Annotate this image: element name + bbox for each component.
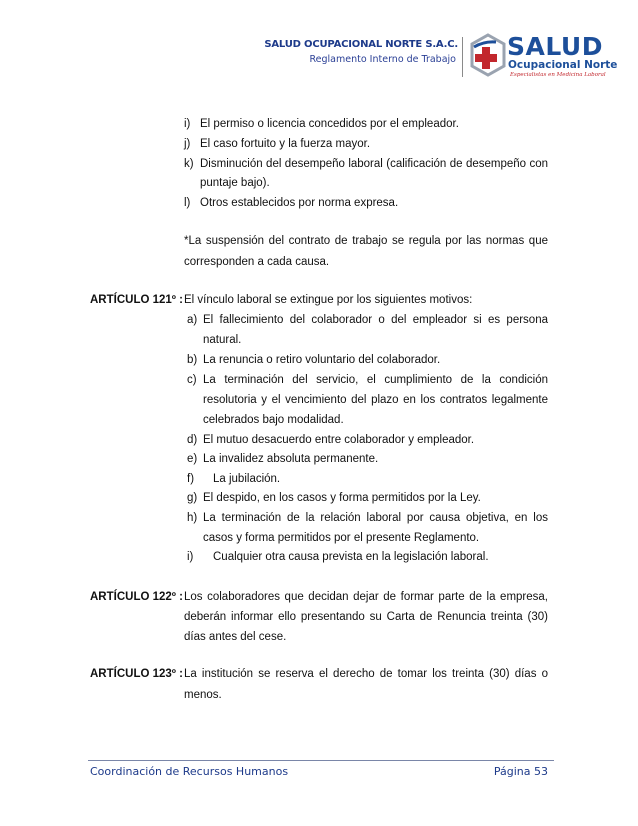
list-item-marker: g) [187,492,198,504]
list-item-text: puntaje bajo). [200,177,270,189]
article-121-label: ARTÍCULO 121º : [90,294,184,306]
list-item-marker: d) [187,434,198,446]
list-item-marker: b) [187,354,198,366]
list-item-marker: j) [184,138,191,150]
list-item-marker: i) [184,118,191,130]
list-item-text: casos y forma permitidos por el presente Reglamento. [203,532,480,544]
list-item-marker: f) [187,473,195,485]
header-document-title: Reglamento Interno de Trabajo [309,54,456,65]
article-123-label: ARTÍCULO 123º : [90,668,184,680]
list-item-text: Disminución del desempeño laboral (calificación de desempeño con [200,158,548,170]
list-item-text: El despido, en los casos y forma permitidos por la Ley. [203,492,481,504]
list-item-marker: h) [187,512,198,524]
list-item-text: natural. [203,334,242,346]
article-122-text: Los colaboradores que decidan dejar de formar parte de la empresa, [184,591,548,603]
article-122-text: días antes del cese. [184,631,287,643]
list-item-text: La terminación de la relación laboral por causa objetiva, en los [203,512,548,524]
article-123-text: menos. [184,689,222,701]
suspension-note: *La suspensión del contrato de trabajo se regula por las normas que [184,235,548,247]
list-item-marker: k) [184,158,194,170]
logo-subname: Ocupacional Norte [508,59,618,71]
list-item-text: resolutoria y el vencimiento del plazo en los contratos legalmente [203,394,548,406]
suspension-note: corresponden a cada causa. [184,256,330,268]
logo-name: SALUD [507,32,603,61]
header-divider [462,37,463,77]
article-122-text: deberán informar ello presentando su Carta de Renuncia treinta (30) [184,611,548,623]
list-item-text: Otros establecidos por norma expresa. [200,197,399,209]
footer-department: Coordinación de Recursos Humanos [90,765,289,778]
list-item-marker: e) [187,453,198,465]
list-item-marker: l) [184,197,191,209]
header-company-name: SALUD OCUPACIONAL NORTE S.A.C. [264,39,458,50]
footer-divider [88,760,554,761]
article-122-label: ARTÍCULO 122º : [90,591,184,603]
article-123-text: La institución se reserva el derecho de tomar los treinta (30) días o [184,668,548,680]
logo-tagline: Especialistas en Medicina Laboral [510,72,606,78]
list-item-text: La renuncia o retiro voluntario del colaborador. [203,354,441,366]
page-number: Página 53 [493,765,548,778]
list-item-marker: i) [187,551,194,563]
list-item-text: El caso fortuito y la fuerza mayor. [200,138,371,150]
article-121-text: El vínculo laboral se extingue por los siguientes motivos: [184,294,473,306]
company-logo [468,32,618,83]
list-item-text: El mutuo desacuerdo entre colaborador y empleador. [203,434,475,446]
list-item-text: El fallecimiento del colaborador o del empleador si es persona [203,314,548,326]
list-item-marker: c) [187,374,197,386]
list-item-marker: a) [187,314,198,326]
list-item-text: El permiso o licencia concedidos por el empleador. [200,118,459,130]
list-item-text: La invalidez absoluta permanente. [203,453,379,465]
logo-cross-emblem-icon [468,33,508,79]
list-item-text: La terminación del servicio, el cumplimiento de la condición [203,374,548,386]
list-item-text: La jubilación. [213,473,281,485]
list-item-text: celebrados bajo modalidad. [203,414,344,426]
list-item-text: Cualquier otra causa prevista en la legislación laboral. [213,551,489,563]
